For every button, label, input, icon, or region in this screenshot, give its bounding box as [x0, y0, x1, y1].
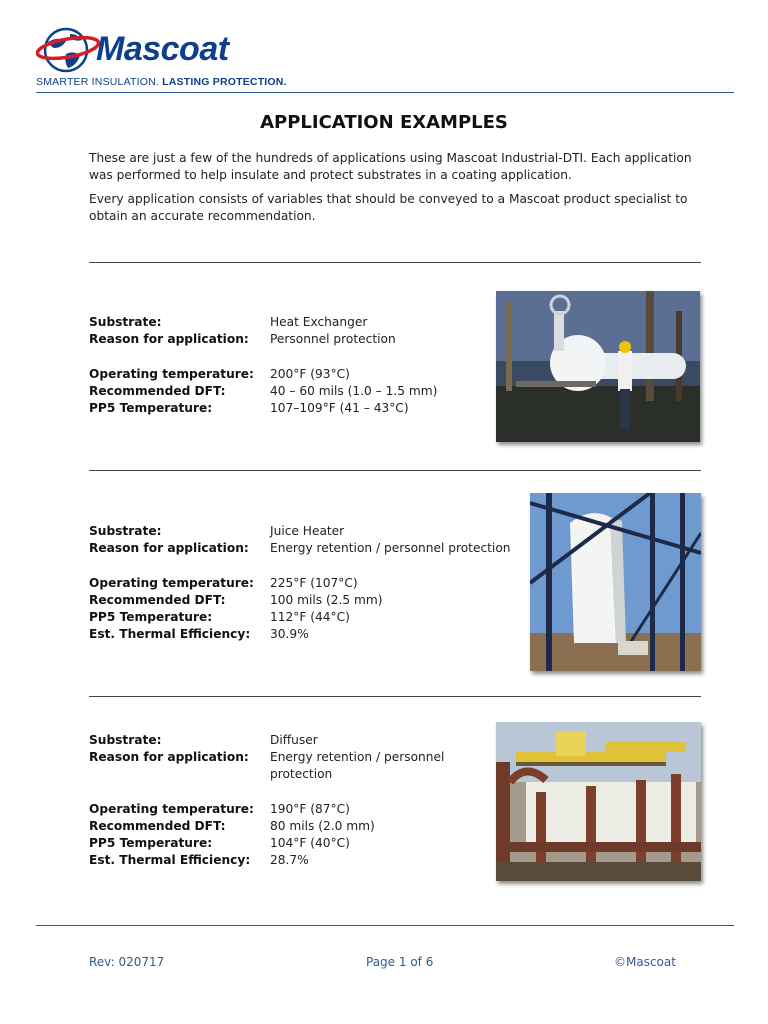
- intro-paragraph-1: These are just a few of the hundreds of applications using Mascoat Industrial-DTI. Each application was performed to help insulate and protect substrates in a coating application.: [89, 151, 692, 182]
- page-number: Page 1 of 6: [366, 955, 434, 969]
- reason-value: Personnel protection: [270, 332, 396, 346]
- substrate-label: Substrate:: [89, 315, 162, 329]
- section-divider: [89, 262, 701, 263]
- reason-label: Reason for application:: [89, 750, 249, 764]
- thermal-efficiency-value: 30.9%: [270, 626, 309, 641]
- thermal-efficiency-value: 28.7%: [270, 852, 309, 867]
- operating-temperature-value: 200°F (93°C): [270, 366, 350, 381]
- thermal-efficiency-label: Est. Thermal Efficiency:: [89, 626, 251, 641]
- revision-number: Rev: 020717: [89, 955, 165, 969]
- thermal-efficiency-label: Est. Thermal Efficiency:: [89, 852, 251, 867]
- operating-temperature-value: 190°F (87°C): [270, 801, 350, 816]
- heat-exchanger-photo: [496, 291, 700, 442]
- recommended-dft-label: Recommended DFT:: [89, 818, 226, 833]
- operating-temperature-label: Operating temperature:: [89, 366, 254, 381]
- pp5-temperature-value: 104°F (40°C): [270, 835, 350, 850]
- pp5-temperature-value: 112°F (44°C): [270, 609, 350, 624]
- substrate-label: Substrate:: [89, 733, 162, 747]
- juice-heater-photo: [530, 493, 701, 671]
- operating-temperature-label: Operating temperature:: [89, 575, 254, 590]
- brand-wordmark: Mascoat: [96, 30, 229, 68]
- copyright: ©Mascoat: [614, 955, 676, 969]
- reason-label: Reason for application:: [89, 541, 249, 555]
- footer-divider: [36, 925, 734, 926]
- reason-label: Reason for application:: [89, 332, 249, 346]
- recommended-dft-value: 100 mils (2.5 mm): [270, 592, 383, 607]
- reason-value: Energy retention / personnel protection: [270, 750, 445, 781]
- header: [36, 24, 736, 94]
- substrate-label: Substrate:: [89, 524, 162, 538]
- pp5-temperature-value: 107–109°F (41 – 43°C): [270, 400, 409, 415]
- pp5-temperature-label: PP5 Temperature:: [89, 400, 213, 415]
- pp5-temperature-label: PP5 Temperature:: [89, 835, 213, 850]
- intro-paragraph-2: Every application consists of variables that should be conveyed to a Mascoat product specialist to obtain an accurate recommendation.: [89, 192, 688, 223]
- substrate-value: Heat Exchanger: [270, 315, 368, 329]
- diffuser-photo: [496, 722, 701, 881]
- operating-temperature-label: Operating temperature:: [89, 801, 254, 816]
- tagline-part-1: SMARTER INSULATION.: [36, 76, 160, 88]
- pp5-temperature-label: PP5 Temperature:: [89, 609, 213, 624]
- section-divider: [89, 696, 701, 697]
- header-divider: [36, 92, 734, 93]
- page-title: APPLICATION EXAMPLES: [260, 112, 508, 133]
- substrate-value: Diffuser: [270, 733, 318, 747]
- tagline: [36, 76, 287, 88]
- recommended-dft-value: 40 – 60 mils (1.0 – 1.5 mm): [270, 383, 438, 398]
- recommended-dft-label: Recommended DFT:: [89, 383, 226, 398]
- reason-value: Energy retention / personnel protection: [270, 541, 511, 555]
- recommended-dft-value: 80 mils (2.0 mm): [270, 818, 375, 833]
- substrate-value: Juice Heater: [270, 524, 345, 538]
- tagline-part-2: LASTING PROTECTION.: [162, 76, 287, 88]
- section-divider: [89, 470, 701, 471]
- recommended-dft-label: Recommended DFT:: [89, 592, 226, 607]
- globe-logo-icon: [36, 24, 100, 76]
- operating-temperature-value: 225°F (107°C): [270, 575, 358, 590]
